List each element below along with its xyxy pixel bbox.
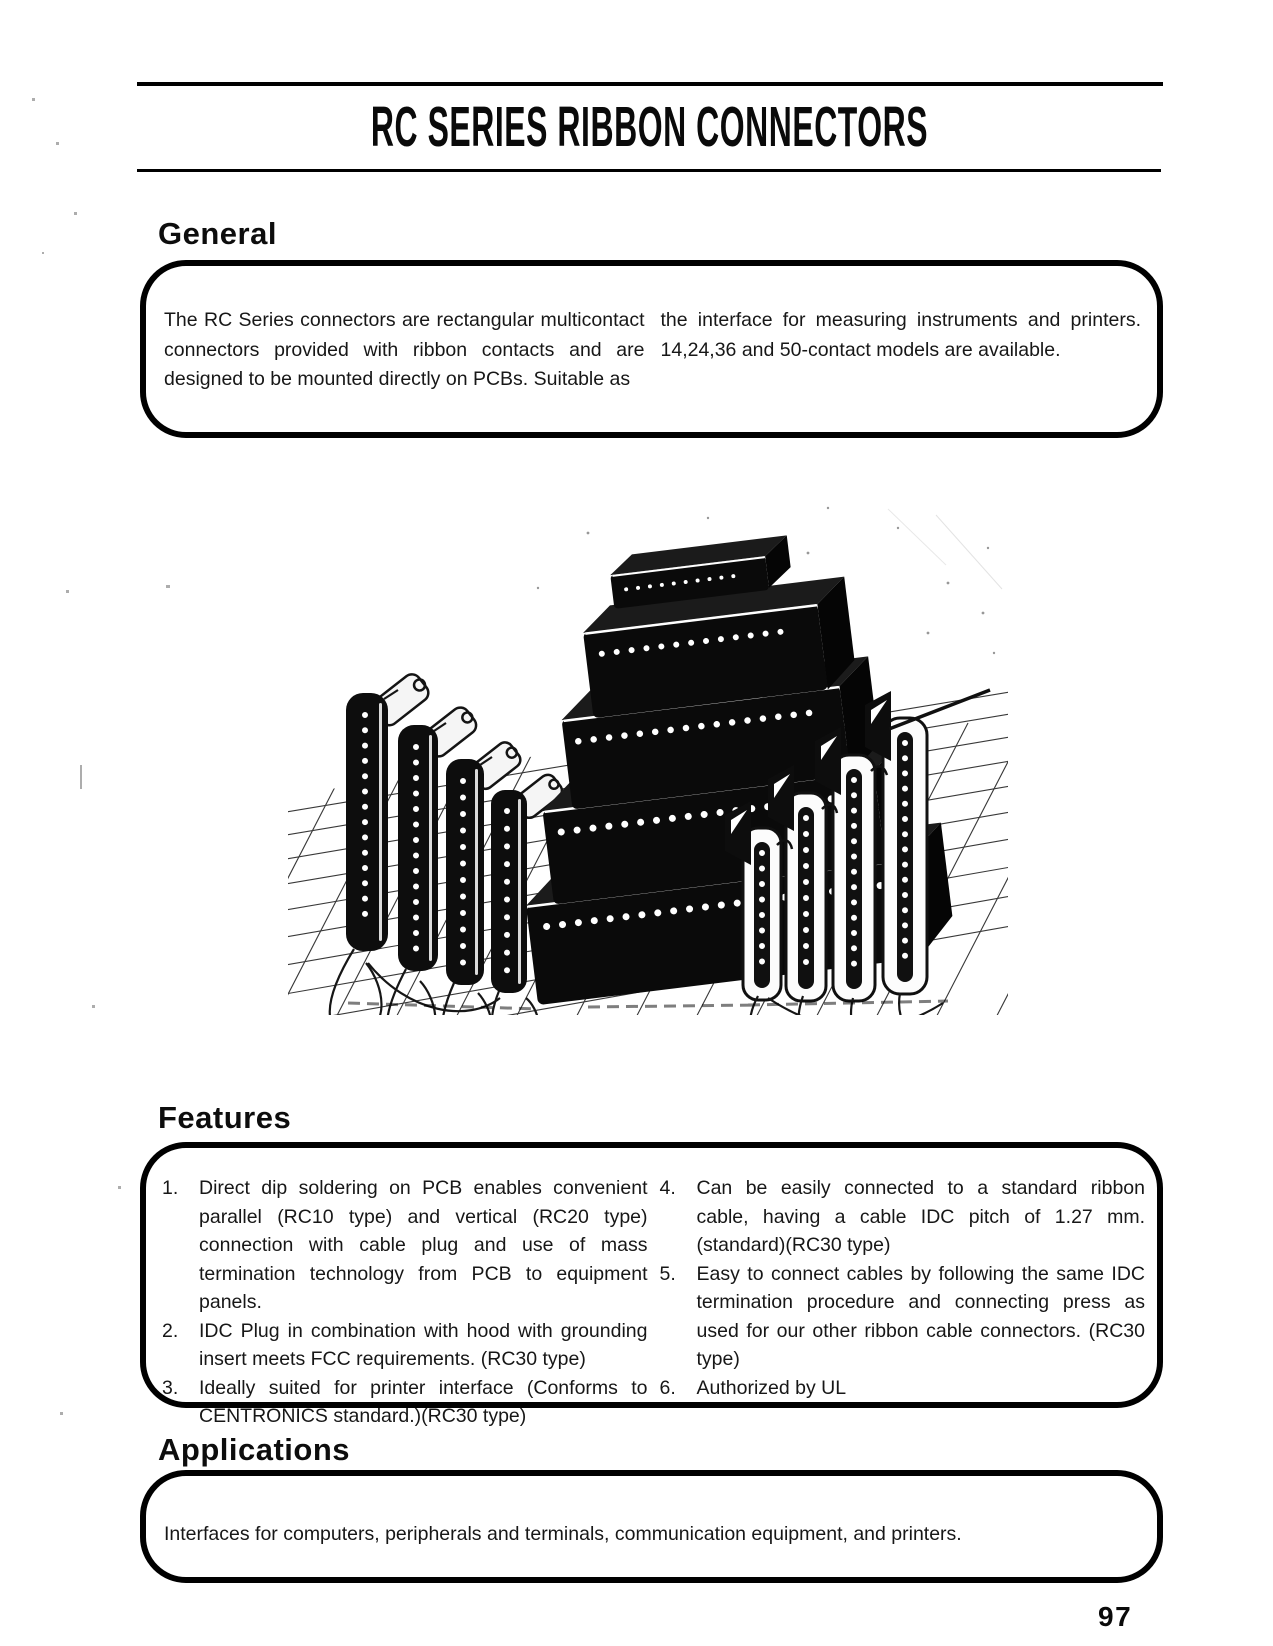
title-rule-bottom (137, 169, 1161, 172)
feature-text: Ideally suited for printer interface (Conforms to CENTRONICS standard.)(RC30 type) (199, 1376, 648, 1427)
scan-speck (166, 585, 170, 588)
features-heading: Features (158, 1100, 292, 1135)
applications-text: Interfaces for computers, peripherals and terminals, communication equipment, and printers. (164, 1523, 962, 1545)
scan-speck (92, 1005, 95, 1008)
general-text (146, 266, 1157, 395)
feature-item-6 (660, 1374, 1146, 1403)
scan-speck (56, 142, 59, 145)
scan-speck (80, 765, 82, 789)
feature-number: 4. (659, 1177, 676, 1199)
feature-item-3 (162, 1374, 648, 1431)
features-column-left (162, 1174, 648, 1431)
applications-heading: Applications (158, 1432, 351, 1467)
feature-text: Authorized by UL (696, 1376, 847, 1399)
general-box (140, 260, 1163, 438)
scan-speck (74, 212, 77, 215)
general-heading: General (158, 216, 277, 251)
feature-item-2 (162, 1317, 648, 1374)
applications-box (140, 1470, 1163, 1583)
feature-number: 3. (162, 1376, 179, 1399)
scan-speck (42, 252, 44, 254)
feature-number: 1. (162, 1177, 179, 1199)
page-number: 97 (1098, 1601, 1133, 1632)
feature-item-1 (162, 1174, 648, 1317)
title-rule-top (137, 82, 1163, 86)
feature-number: 2. (162, 1319, 179, 1342)
product-photo (288, 493, 1008, 1015)
feature-number: 6. (659, 1376, 676, 1399)
feature-text: IDC Plug in combination with hood with grounding insert meets FCC requirements. (RC30 type) (199, 1319, 648, 1370)
scan-speck (66, 590, 69, 593)
feature-text: Easy to connect cables by following the same IDC termination procedure and connecting press as used for our other ribbon cable connectors. (RC30 type) (696, 1262, 1145, 1370)
features-list (146, 1148, 1157, 1431)
features-column-right (660, 1174, 1146, 1431)
feature-number: 5. (659, 1262, 676, 1285)
page-title-text: RC SERIES RIBBON CONNECTORS (371, 95, 929, 159)
general-column-right: the interface for measuring instruments and printers. 14,24,36 and 50-contact models are available. (660, 309, 1141, 361)
scan-speck (60, 1412, 63, 1415)
scan-speck (32, 98, 35, 101)
features-box (140, 1142, 1163, 1427)
scan-speck (118, 1186, 121, 1189)
general-column-left: The RC Series connectors are rectangular multicontact connectors provided with ribbon contacts and are designed to be mounted directly on PCBs. Suitable as (164, 309, 645, 390)
feature-item-5 (660, 1260, 1146, 1374)
feature-text: Can be easily connected to a standard ribbon cable, having a cable IDC pitch of 1.27 mm. (standard)(RC30 type) (696, 1177, 1145, 1256)
page-title (137, 94, 1163, 159)
feature-item-4 (660, 1174, 1146, 1260)
feature-text: Direct dip soldering on PCB enables convenient parallel (RC10 type) and vertical (RC20 type) connection with cable plug and use of mass termination technology from PCB to equipment panels. (199, 1177, 648, 1313)
